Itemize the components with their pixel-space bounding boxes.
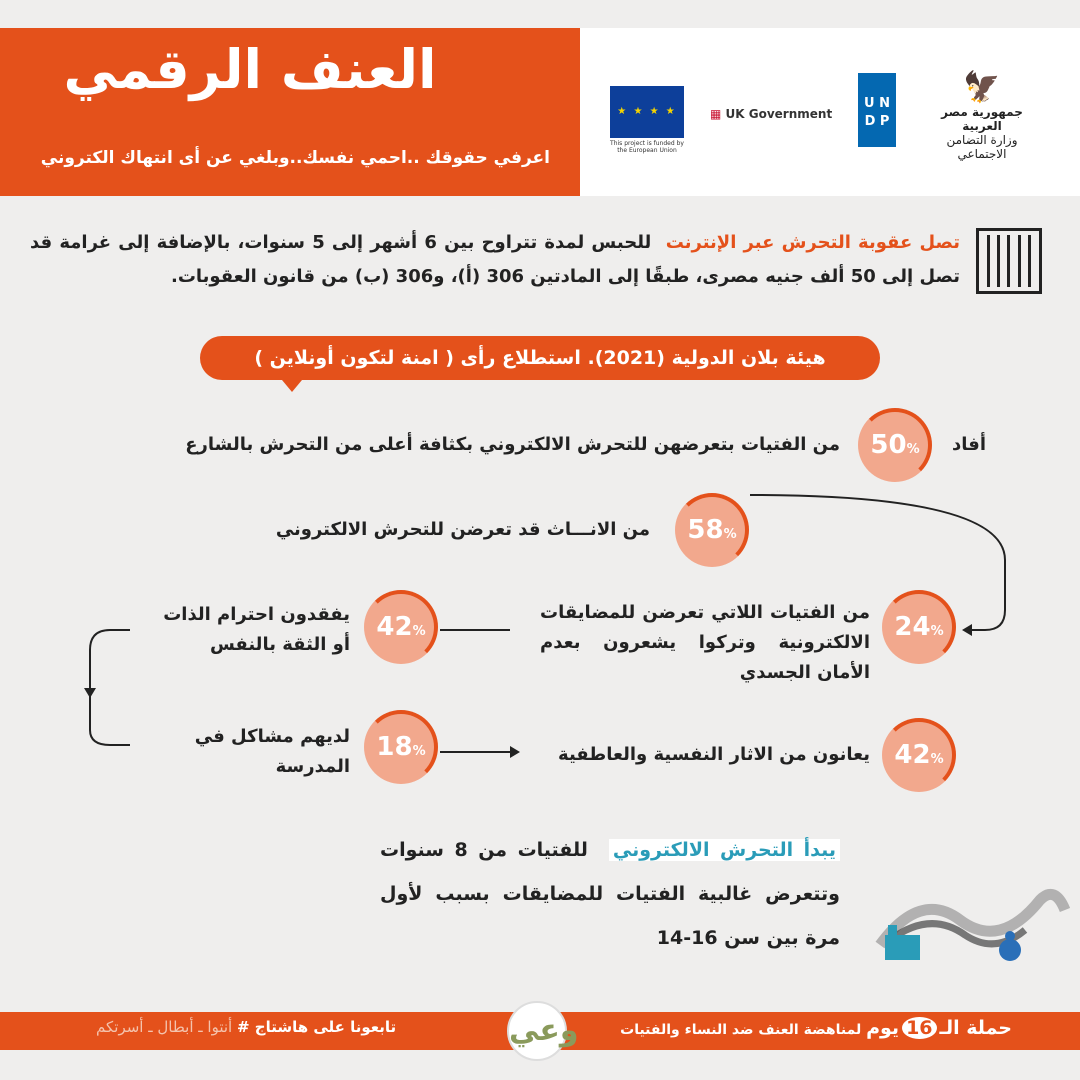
arrow-head-down [84,688,96,698]
percent-sign: % [723,527,737,542]
stat-18-text: لديهم مشاكل في المدرسة [194,726,350,777]
waei-logo: وعي [507,1001,567,1061]
union-jack-icon: ▦ [710,107,722,121]
arrow-42-to-18 [90,630,130,745]
campaign-label [620,1017,1012,1039]
early-text: للفتيات من 8 سنوات وتتعرض غالبية الفتيات للمضايقات بسبب لأول مرة بين سن 16-14 [380,839,840,949]
stat-value: 24 [894,612,931,642]
early-age-paragraph [380,828,840,960]
early-highlight: يبدأ التحرش الالكتروني [609,839,840,861]
stat-58-text: من الانـــاث قد تعرضن للتحرش الالكتروني [275,519,650,540]
law-highlight: تصل عقوبة التحرش عبر الإنترنت [665,232,961,253]
stat-value: 18 [376,732,413,762]
stat-24-text: من الفتيات اللاتي تعرضن للمضايقات الالكترونية وتركوا يشعرون بعدم الأمان الجسدي [540,602,870,683]
eu-flag-logo: ★ ★ ★ ★ [610,86,684,138]
page-subtitle: اعرفي حقوقك ..احمي نفسك..وبلغي عن أى انتهاك الكتروني [40,148,550,168]
campaign-a: حملة الـ [939,1017,1012,1039]
stat-circle-50 [858,408,932,482]
stat-circle-24 [882,590,956,664]
percent-sign: % [412,624,426,639]
stat-50-prefix: أفاد [952,434,986,455]
uk-label: UK Government [725,107,833,121]
eu-caption: This project is funded by the European Union [610,140,684,154]
hashtag[interactable]: أنتوا ـ أبطال ـ أسرتكم [96,1018,233,1036]
cyberbullying-illustration [860,830,1070,980]
percent-sign: % [930,624,944,639]
survey-banner: هيئة بلان الدولية (2021). استطلاع رأى ( امنة لتكون أونلاين ) [200,336,880,380]
stat-circle-18 [364,710,438,784]
stat-value: 42 [376,612,413,642]
egypt-line2: وزارة التضامن الاجتماعي [946,133,1018,161]
undp-u: U [864,96,875,111]
campaign-b: يوم [866,1017,900,1039]
stat-42b-text: يعانون من الاثار النفسية والعاطفية [558,744,870,765]
arrow-head [962,624,972,636]
follow-text: تابعونا على هاشتاج # [237,1018,397,1036]
page-title: العنف الرقمي [63,38,437,101]
stat-circle-42a [364,590,438,664]
percent-sign: % [930,752,944,767]
stat-value: 50 [870,430,907,460]
undp-d: D [864,114,876,129]
campaign-c: لمناهضة العنف ضد النساء والفتيات [620,1022,862,1038]
arrow-head [510,746,520,758]
campaign-number: 16 [902,1017,936,1039]
undp-n: N [879,96,890,111]
stat-circle-42b [882,718,956,792]
stat-42a-text: يفقدون احترام الذات أو الثقة بالنفس [163,604,350,655]
undp-p: P [879,114,890,129]
law-text: للحبس لمدة تتراوح بين 6 أشهر إلى 5 سنوات، بالإضافة إلى غرامة قد تصل إلى 50 ألف جنيه مصرى، طبقًا إلى المادتين 306 (أ)، و306 (ب) من قانون العقوبات. [30,232,960,287]
eagle-icon: 🦅 [963,70,1001,105]
percent-sign: % [906,442,920,457]
stat-circle-58 [675,493,749,567]
stat-value: 42 [894,740,931,770]
percent-sign: % [412,744,426,759]
stat-50-text: من الفتيات بتعرضهن للتحرش الالكتروني بكثافة أعلى من التحرش بالشارع [185,434,840,455]
egypt-line1: جمهورية مصر العربية [941,105,1023,133]
stat-value: 58 [687,515,724,545]
hashtag-label [96,1018,396,1036]
